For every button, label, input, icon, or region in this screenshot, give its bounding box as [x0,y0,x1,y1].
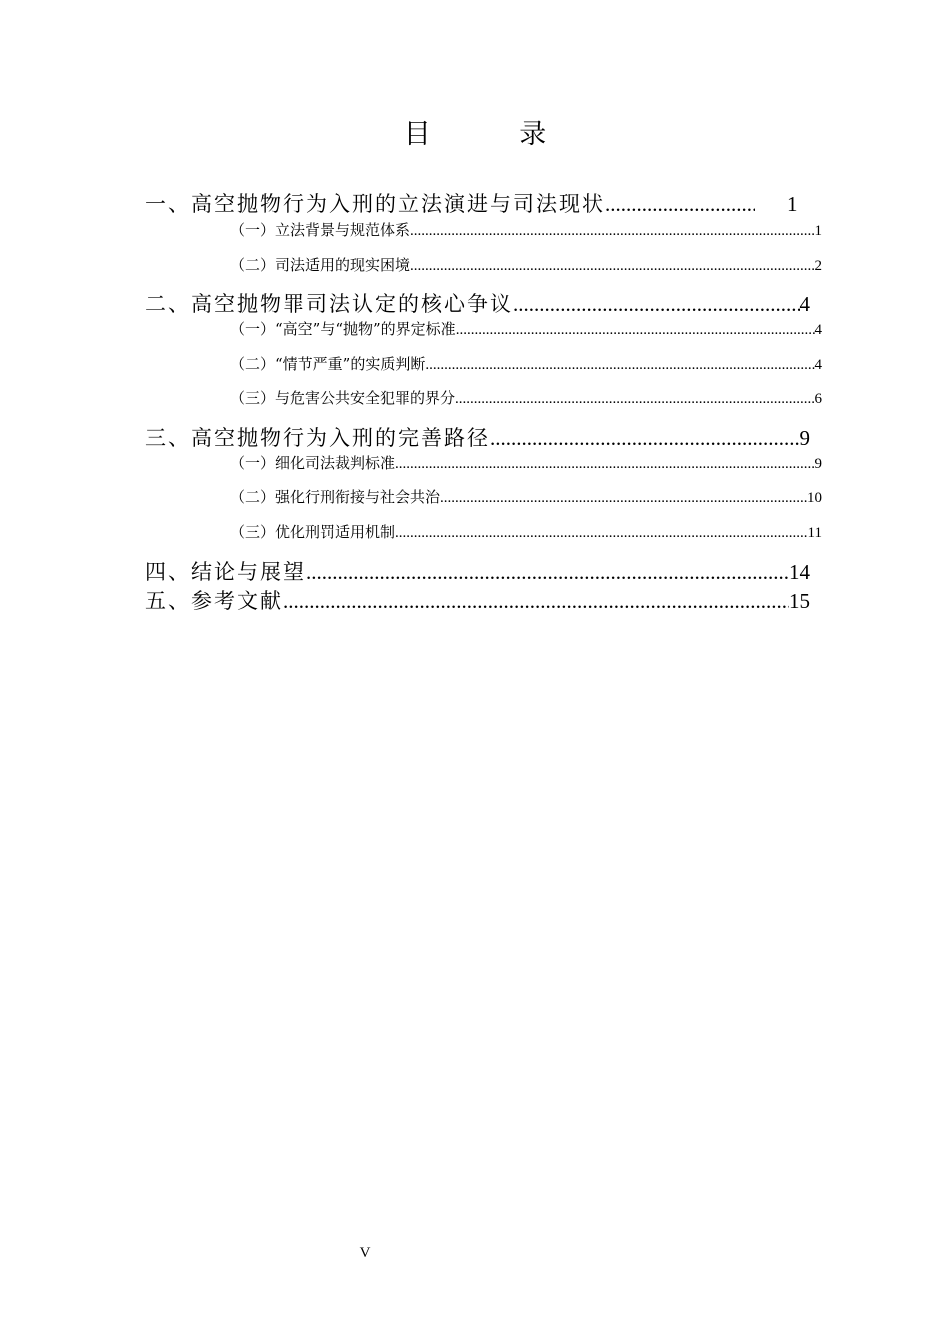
toc-entry-page: 2 [814,258,822,274]
toc-entry-label: 二、高空抛物罪司法认定的核心争议 [145,292,513,316]
toc-leader-dots [283,589,789,614]
toc-entry-page: 14 [789,560,810,584]
toc-entry-section-1-2[interactable] [230,254,822,275]
toc-entry-label: 一、高空抛物行为入刑的立法演进与司法现状 [145,192,605,216]
toc-entry-page: 4 [799,292,810,316]
toc-entry-chapter-3[interactable] [145,422,810,452]
toc-entry-chapter-5[interactable] [145,585,810,615]
toc-entry-section-3-2[interactable] [230,486,822,507]
toc-leader-dots [410,223,814,240]
toc-entry-label: （一）细化司法裁判标准 [230,454,396,472]
toc-entry-section-2-1[interactable] [230,318,822,339]
toc-entry-page: 9 [814,456,822,472]
toc-entry-label: 三、高空抛物行为入刑的完善路径 [145,426,490,450]
toc-title: 目 录 [403,119,587,150]
toc-entry-label: （二）“情节严重”的实质判断 [230,355,426,373]
toc-entry-chapter-1[interactable] [145,188,810,218]
toc-entry-label: （一）“高空”与“抛物”的界定标准 [230,320,456,338]
toc-entry-label: （二）强化行刑衔接与社会共治 [230,488,441,506]
toc-leader-dots [410,258,814,275]
toc-entry-chapter-2[interactable] [145,288,810,318]
toc-entry-section-3-3[interactable] [230,521,822,542]
toc-leader-dots [513,292,800,317]
toc-entry-page: 9 [799,426,810,450]
toc-entry-page: 1 [787,192,798,216]
toc-leader-dots [456,322,815,339]
toc-entry-section-2-2[interactable] [230,353,822,374]
toc-entry-label: 五、参考文献 [145,589,283,613]
toc-entry-page: 6 [814,391,822,407]
toc-leader-dots [306,560,789,585]
toc-leader-dots [455,391,814,408]
toc-entry-label: （三）优化刑罚适用机制 [230,523,396,541]
toc-entry-label: 四、结论与展望 [145,560,306,584]
toc-leader-dots [395,456,814,473]
toc-entry-chapter-4[interactable] [145,556,810,586]
toc-entry-label: （二）司法适用的现实困境 [230,256,411,274]
toc-entry-page: 4 [814,322,822,338]
toc-leader-dots [440,490,807,507]
toc-entry-page: 11 [807,525,822,541]
toc-leader-dots [395,525,808,542]
toc-entry-label: （一）立法背景与规范体系 [230,221,411,239]
toc-entry-section-2-3[interactable] [230,387,822,408]
toc-leader-dots [605,192,755,217]
toc-leader-dots [490,426,800,451]
toc-leader-dots [425,357,814,374]
toc-entry-label: （三）与危害公共安全犯罪的界分 [230,389,456,407]
toc-entry-page: 1 [814,223,822,239]
page-number-footer: V [359,1245,371,1261]
toc-entry-page: 4 [814,357,822,373]
toc-entry-section-1-1[interactable] [230,219,822,240]
toc-entry-page: 10 [807,490,822,506]
toc-entry-section-3-1[interactable] [230,452,822,473]
toc-entry-page: 15 [789,589,810,613]
